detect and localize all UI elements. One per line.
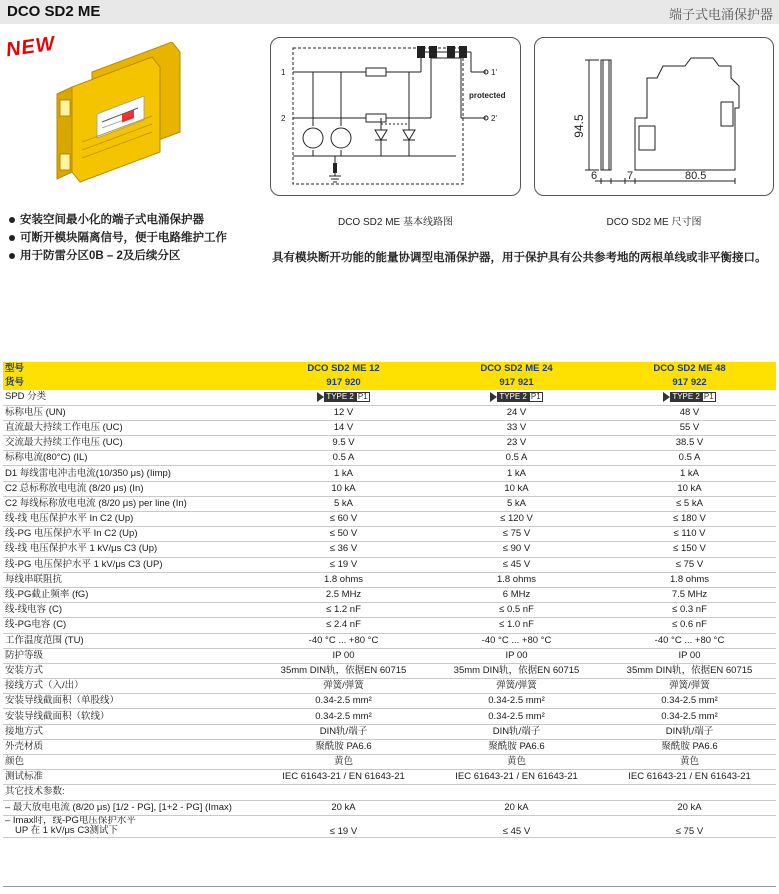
table-cell-value: 55 V	[603, 420, 776, 435]
table-cell-label: C2 总标称放电电流 (8/20 μs) (In)	[3, 481, 257, 496]
table-cell-value: 聚酰胺 PA6.6	[430, 739, 603, 754]
table-cell-label: D1 每线雷电冲击电流(10/350 μs) (Iimp)	[3, 466, 257, 481]
pin-2p-label: 2'	[491, 114, 497, 123]
table-header-row	[3, 376, 776, 390]
table-cell-label: 直流最大持续工作电压 (UC)	[3, 420, 257, 435]
table-cell-value: 弹簧/弹簧	[257, 679, 430, 694]
table-row	[3, 481, 776, 496]
table-cell-value: 917 920	[257, 376, 430, 390]
table-row	[3, 815, 776, 837]
product-description: 具有模块断开功能的能量协调型电涌保护器，用于保护具有公共参考地的两根单线或非平衡接口。	[272, 252, 767, 264]
table-cell-value: 0.34-2.5 mm²	[257, 694, 430, 709]
protected-label: protected	[469, 91, 506, 100]
table-cell-label: 工作温度范围 (TU)	[3, 633, 257, 648]
table-cell-value: DCO SD2 ME 48	[603, 362, 776, 376]
table-row	[3, 420, 776, 435]
table-cell-value: IEC 61643-21 / EN 61643-21	[257, 770, 430, 785]
circuit-diagram-box	[270, 37, 521, 196]
table-row	[3, 587, 776, 602]
table-cell-value: ≤ 19 V	[257, 557, 430, 572]
table-cell-value: ≤ 2.4 nF	[257, 618, 430, 633]
table-cell-label: 其它技术参数:	[3, 785, 257, 800]
table-cell-label-line: UP 在 1 kV/μs C3测试下	[15, 825, 118, 837]
product-title: DCO SD2 ME	[7, 3, 101, 20]
table-row	[3, 557, 776, 572]
table-row	[3, 466, 776, 481]
table-row	[3, 679, 776, 694]
table-cell-value: ≤ 180 V	[603, 512, 776, 527]
table-cell-value: ≤ 1.0 nF	[430, 618, 603, 633]
table-cell-label: 防护等级	[3, 648, 257, 663]
spd-type-label: TYPE 2	[326, 391, 354, 401]
table-cell-value: 14 V	[257, 420, 430, 435]
header-bar	[0, 0, 779, 24]
new-badge: NEW	[4, 32, 57, 62]
table-row	[3, 512, 776, 527]
table-cell-value: 917 921	[430, 376, 603, 390]
dim-80-label: 80.5	[685, 170, 707, 182]
table-cell-value: 1.8 ohms	[430, 572, 603, 587]
table-cell-value: 2.5 MHz	[257, 587, 430, 602]
table-cell-value: ≤ 45 V	[430, 557, 603, 572]
table-cell-label: 线-PG电容 (C)	[3, 618, 257, 633]
table-cell-value: 弹簧/弹簧	[430, 679, 603, 694]
table-row	[3, 496, 776, 511]
table-row	[3, 633, 776, 648]
table-cell-value: ≤ 50 V	[257, 527, 430, 542]
table-cell-value: ≤ 0.6 nF	[603, 618, 776, 633]
table-cell-value: ≤ 60 V	[257, 512, 430, 527]
table-cell-value: 1 kA	[603, 466, 776, 481]
table-cell-label: 接线方式（入/出）	[3, 679, 257, 694]
table-cell-value: ≤ 19 V	[257, 815, 430, 837]
table-cell-label: 接地方式	[3, 724, 257, 739]
table-cell-value: 0.34-2.5 mm²	[603, 694, 776, 709]
pin-1p-label: 1'	[491, 68, 497, 77]
table-cell-value: ≤ 1.2 nF	[257, 603, 430, 618]
table-cell-value: IP 00	[257, 648, 430, 663]
dim-6-label: 6	[591, 170, 598, 182]
table-cell-label: 标称电压 (UN)	[3, 405, 257, 420]
table-cell-label: 标称电流(80°C) (IL)	[3, 451, 257, 466]
table-cell-label: SPD 分类	[3, 390, 257, 405]
table-cell-value: ≤ 110 V	[603, 527, 776, 542]
table-cell-value: 1 kA	[257, 466, 430, 481]
table-cell-value: ≤ 0.5 nF	[430, 603, 603, 618]
table-cell-value: 聚酰胺 PA6.6	[257, 739, 430, 754]
table-header-row	[3, 362, 776, 376]
table-cell-value: -40 °C ... +80 °C	[257, 633, 430, 648]
table-cell-label: 货号	[3, 376, 257, 390]
arrow-icon	[490, 392, 497, 402]
table-cell-value: ≤ 0.3 nF	[603, 603, 776, 618]
table-row	[3, 527, 776, 542]
table-row	[3, 405, 776, 420]
spd-type-badge	[490, 392, 542, 402]
table-row	[3, 603, 776, 618]
table-cell-label: 颜色	[3, 755, 257, 770]
table-cell-value: 10 kA	[257, 481, 430, 496]
table-cell-value: ≤ 36 V	[257, 542, 430, 557]
table-cell-value: 0.5 A	[430, 451, 603, 466]
spd-p-label: P1	[530, 391, 541, 401]
table-cell-value: 5 kA	[430, 496, 603, 511]
table-cell-value: 10 kA	[603, 481, 776, 496]
table-cell-value: IP 00	[603, 648, 776, 663]
table-cell-value: ≤ 75 V	[430, 527, 603, 542]
table-cell-value: 38.5 V	[603, 436, 776, 451]
table-cell-value: 12 V	[257, 405, 430, 420]
table-cell-value	[430, 390, 603, 405]
table-cell-value: IEC 61643-21 / EN 61643-21	[603, 770, 776, 785]
table-cell-value: 聚酰胺 PA6.6	[603, 739, 776, 754]
table-cell-value: ≤ 75 V	[603, 557, 776, 572]
table-cell-label: 安装方式	[3, 663, 257, 678]
table-cell-value: 6 MHz	[430, 587, 603, 602]
table-row	[3, 724, 776, 739]
table-cell-value: DIN轨/端子	[257, 724, 430, 739]
table-cell-value: 20 kA	[257, 800, 430, 815]
table-cell-value: 弹簧/弹簧	[603, 679, 776, 694]
table-cell-value	[257, 785, 430, 800]
table-cell-value: 黄色	[430, 755, 603, 770]
table-cell-value	[257, 390, 430, 405]
table-cell-value	[603, 785, 776, 800]
table-cell-label: 型号	[3, 362, 257, 376]
dimension-diagram	[535, 38, 773, 195]
table-cell-value: 35mm DIN轨，依据EN 60715	[430, 663, 603, 678]
table-row	[3, 739, 776, 754]
pin-2-label: 2	[281, 114, 286, 123]
table-cell-value: DIN轨/端子	[430, 724, 603, 739]
table-cell-value: 35mm DIN轨，依据EN 60715	[603, 663, 776, 678]
table-cell-value: ≤ 5 kA	[603, 496, 776, 511]
table-row	[3, 648, 776, 663]
feature-item: 安装空间最小化的端子式电涌保护器	[8, 213, 258, 227]
table-cell-label: 安装导线截面积（单股线）	[3, 694, 257, 709]
feature-item: 可断开模块隔离信号，便于电路维护工作	[8, 231, 258, 245]
table-cell-value: 20 kA	[430, 800, 603, 815]
table-cell-label: 安装导线截面积（软线）	[3, 709, 257, 724]
feature-item: 用于防雷分区0B – 2及后续分区	[8, 249, 258, 263]
spd-p-label: P1	[703, 391, 714, 401]
dim-height-label: 94.5	[572, 114, 586, 138]
table-cell-value: DCO SD2 ME 12	[257, 362, 430, 376]
table-cell-value: ≤ 90 V	[430, 542, 603, 557]
table-row	[3, 663, 776, 678]
circuit-diagram-caption: DCO SD2 ME 基本线路图	[337, 217, 453, 228]
table-cell-value: ≤ 150 V	[603, 542, 776, 557]
table-cell-label: C2 每线标称放电电流 (8/20 μs) per line (In)	[3, 496, 257, 511]
table-cell-value: 20 kA	[603, 800, 776, 815]
table-cell-value: DCO SD2 ME 24	[430, 362, 603, 376]
table-cell-value: -40 °C ... +80 °C	[603, 633, 776, 648]
table-row	[3, 800, 776, 815]
table-cell-label: 测试标准	[3, 770, 257, 785]
table-row	[3, 572, 776, 587]
table-cell-label: 线-PG 电压保护水平 1 kV/μs C3 (UP)	[3, 557, 257, 572]
table-cell-value: IEC 61643-21 / EN 61643-21	[430, 770, 603, 785]
table-cell-label-line: – Imax时，线-PG电压保护水平	[5, 815, 136, 827]
table-cell-label	[3, 815, 257, 837]
table-cell-value	[603, 390, 776, 405]
arrow-icon	[317, 392, 324, 402]
table-row	[3, 755, 776, 770]
table-cell-value: 23 V	[430, 436, 603, 451]
table-cell-value: 24 V	[430, 405, 603, 420]
table-cell-value: 1 kA	[430, 466, 603, 481]
table-cell-value: 1.8 ohms	[603, 572, 776, 587]
dimension-diagram-box	[534, 37, 774, 196]
table-cell-label: 线-线 电压保护水平 In C2 (Up)	[3, 512, 257, 527]
table-cell-label: 线-PG截止频率 (fG)	[3, 587, 257, 602]
table-cell-value: 9.5 V	[257, 436, 430, 451]
spd-type-badge	[663, 392, 715, 402]
table-cell-label: 交流最大持续工作电压 (UC)	[3, 436, 257, 451]
table-row	[3, 709, 776, 724]
table-row	[3, 785, 776, 800]
table-cell-value: 0.5 A	[257, 451, 430, 466]
table-row	[3, 694, 776, 709]
table-cell-label: 线-线 电压保护水平 1 kV/μs C3 (Up)	[3, 542, 257, 557]
spd-type-badge	[317, 392, 369, 402]
table-row	[3, 770, 776, 785]
table-cell-label: 线-PG 电压保护水平 In C2 (Up)	[3, 527, 257, 542]
table-cell-value: 7.5 MHz	[603, 587, 776, 602]
table-row	[3, 390, 776, 405]
table-cell-value: 10 kA	[430, 481, 603, 496]
spd-type-label: TYPE 2	[499, 391, 527, 401]
feature-list	[8, 213, 258, 267]
pin-1-label: 1	[281, 68, 286, 77]
table-cell-value: 0.34-2.5 mm²	[430, 694, 603, 709]
table-cell-value: 48 V	[603, 405, 776, 420]
table-cell-value: 0.34-2.5 mm²	[257, 709, 430, 724]
table-cell-value: ≤ 45 V	[430, 815, 603, 837]
table-bottom-rule	[3, 886, 776, 887]
table-cell-value: 0.34-2.5 mm²	[430, 709, 603, 724]
table-cell-value: 0.34-2.5 mm²	[603, 709, 776, 724]
table-cell-value: -40 °C ... +80 °C	[430, 633, 603, 648]
table-row	[3, 618, 776, 633]
table-row	[3, 436, 776, 451]
table-cell-value: 1.8 ohms	[257, 572, 430, 587]
table-cell-label: 外壳材质	[3, 739, 257, 754]
table-cell-value: 黄色	[257, 755, 430, 770]
dim-7-label: 7	[627, 170, 634, 182]
spd-p-label: P1	[357, 391, 368, 401]
table-cell-value: ≤ 120 V	[430, 512, 603, 527]
table-cell-value: DIN轨/端子	[603, 724, 776, 739]
arrow-icon	[663, 392, 670, 402]
table-cell-value: 917 922	[603, 376, 776, 390]
table-cell-value: 35mm DIN轨，依据EN 60715	[257, 663, 430, 678]
table-row	[3, 542, 776, 557]
table-cell-value	[430, 785, 603, 800]
category-title: 端子式电涌保护器	[668, 7, 773, 22]
table-cell-label: 每线串联阻抗	[3, 572, 257, 587]
table-cell-value: 黄色	[603, 755, 776, 770]
table-cell-label: – 最大放电电流 (8/20 μs) [1/2 - PG], [1+2 - PG] (Imax)	[3, 800, 257, 815]
product-image	[52, 42, 212, 192]
dimension-diagram-caption: DCO SD2 ME 尺寸图	[606, 217, 702, 228]
table-cell-value: 33 V	[430, 420, 603, 435]
circuit-diagram	[271, 38, 520, 195]
table-cell-label: 线-线电容 (C)	[3, 603, 257, 618]
table-cell-value: 5 kA	[257, 496, 430, 511]
table-cell-value: 0.5 A	[603, 451, 776, 466]
table-row	[3, 451, 776, 466]
table-cell-value: ≤ 75 V	[603, 815, 776, 837]
table-cell-value: IP 00	[430, 648, 603, 663]
spec-table	[3, 362, 776, 838]
spd-type-label: TYPE 2	[672, 391, 700, 401]
